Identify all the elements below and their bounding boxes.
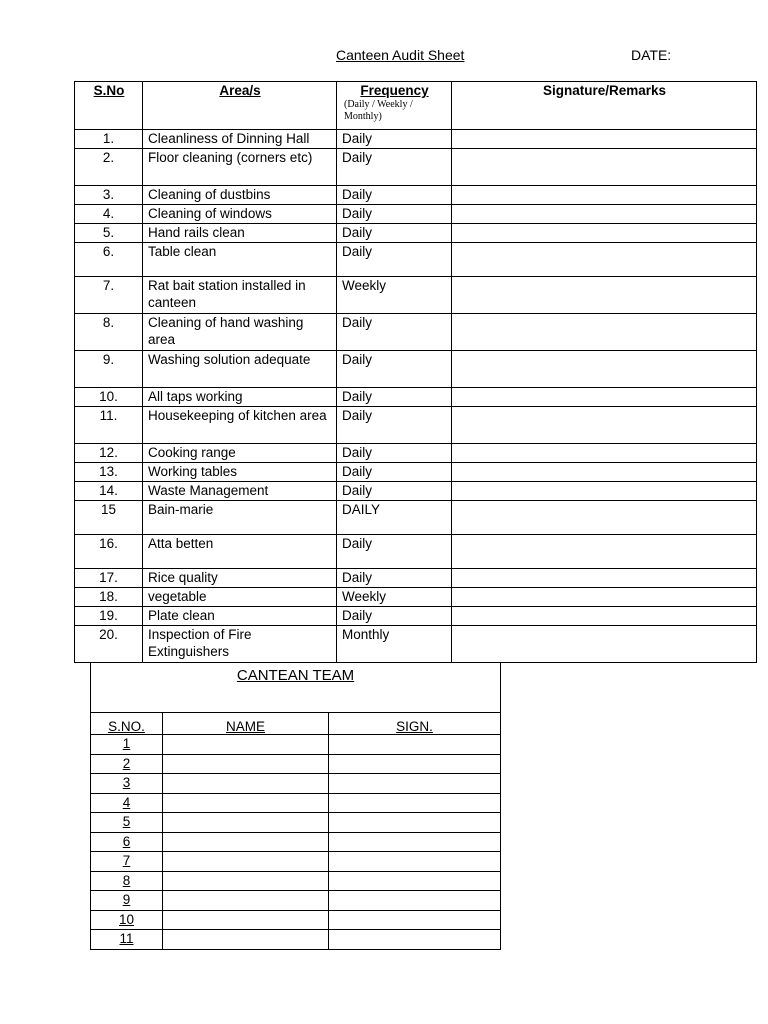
audit-row: [75, 130, 757, 149]
row-frequency: Daily: [337, 535, 452, 569]
row-remarks[interactable]: [452, 407, 757, 444]
audit-row: [75, 224, 757, 243]
team-name-cell[interactable]: [163, 754, 329, 774]
team-sign-cell[interactable]: [329, 910, 501, 930]
row-area: Atta betten: [143, 535, 337, 569]
row-frequency: Daily: [337, 314, 452, 351]
team-name-cell[interactable]: [163, 832, 329, 852]
remarks-header: Signature/Remarks: [452, 82, 757, 130]
audit-row: [75, 482, 757, 501]
frequency-header: Frequency (Daily / Weekly / Monthly): [337, 82, 452, 130]
area-header: Area/s: [143, 82, 337, 130]
team-row: [91, 832, 501, 852]
audit-row: [75, 388, 757, 407]
team-name-cell[interactable]: [163, 774, 329, 794]
audit-row: [75, 243, 757, 277]
team-name-cell[interactable]: [163, 930, 329, 950]
row-number: 5.: [75, 224, 143, 243]
row-area: Working tables: [143, 463, 337, 482]
team-row: [91, 910, 501, 930]
row-remarks[interactable]: [452, 277, 757, 314]
team-row: [91, 891, 501, 911]
row-number: 2.: [75, 149, 143, 186]
row-area: Plate clean: [143, 607, 337, 626]
row-frequency: Daily: [337, 224, 452, 243]
team-row: [91, 793, 501, 813]
row-area: Rice quality: [143, 569, 337, 588]
row-area: Rat bait station installed in canteen: [143, 277, 337, 314]
audit-row: [75, 205, 757, 224]
team-row: [91, 754, 501, 774]
row-number: 17.: [75, 569, 143, 588]
row-area: Cleaning of hand washing area: [143, 314, 337, 351]
audit-row: [75, 463, 757, 482]
team-row-number: 7: [91, 852, 163, 872]
row-frequency: DAILY: [337, 501, 452, 535]
team-row-number: 11: [91, 930, 163, 950]
row-remarks[interactable]: [452, 463, 757, 482]
row-number: 19.: [75, 607, 143, 626]
audit-row: [75, 535, 757, 569]
audit-row: [75, 588, 757, 607]
row-number: 15: [75, 501, 143, 535]
team-name-cell[interactable]: [163, 852, 329, 872]
row-remarks[interactable]: [452, 351, 757, 388]
audit-row: [75, 407, 757, 444]
row-number: 8.: [75, 314, 143, 351]
row-frequency: Weekly: [337, 277, 452, 314]
row-frequency: Monthly: [337, 626, 452, 663]
row-area: Hand rails clean: [143, 224, 337, 243]
audit-row: [75, 314, 757, 351]
row-remarks[interactable]: [452, 482, 757, 501]
team-row-number: 1: [91, 735, 163, 755]
row-area: Housekeeping of kitchen area: [143, 407, 337, 444]
row-remarks[interactable]: [452, 314, 757, 351]
audit-row: [75, 569, 757, 588]
team-row-number: 10: [91, 910, 163, 930]
team-name-cell[interactable]: [163, 735, 329, 755]
row-number: 13.: [75, 463, 143, 482]
row-remarks[interactable]: [452, 535, 757, 569]
team-sign-cell[interactable]: [329, 871, 501, 891]
row-frequency: Daily: [337, 482, 452, 501]
row-number: 9.: [75, 351, 143, 388]
sno-header: S.No: [75, 82, 143, 130]
row-number: 12.: [75, 444, 143, 463]
row-number: 20.: [75, 626, 143, 663]
row-frequency: Daily: [337, 130, 452, 149]
row-number: 14.: [75, 482, 143, 501]
audit-row: [75, 501, 757, 535]
team-row: [91, 852, 501, 872]
audit-row: [75, 607, 757, 626]
row-frequency: Weekly: [337, 588, 452, 607]
row-area: Table clean: [143, 243, 337, 277]
row-number: 1.: [75, 130, 143, 149]
row-remarks[interactable]: [452, 388, 757, 407]
row-frequency: Daily: [337, 388, 452, 407]
row-frequency: Daily: [337, 444, 452, 463]
row-number: 10.: [75, 388, 143, 407]
team-row: [91, 735, 501, 755]
row-frequency: Daily: [337, 186, 452, 205]
audit-row: [75, 186, 757, 205]
row-number: 6.: [75, 243, 143, 277]
row-area: vegetable: [143, 588, 337, 607]
team-row: [91, 871, 501, 891]
row-frequency: Daily: [337, 351, 452, 388]
team-sign-cell[interactable]: [329, 774, 501, 794]
row-area: Cleaning of windows: [143, 205, 337, 224]
team-name-header: NAME: [163, 713, 329, 735]
row-area: Cleaning of dustbins: [143, 186, 337, 205]
team-sno-header: S.NO.: [91, 713, 163, 735]
row-remarks[interactable]: [452, 130, 757, 149]
team-row-number: 6: [91, 832, 163, 852]
row-remarks[interactable]: [452, 569, 757, 588]
row-frequency: Daily: [337, 463, 452, 482]
audit-body: [75, 130, 757, 663]
team-sign-header: SIGN.: [329, 713, 501, 735]
team-sign-cell[interactable]: [329, 813, 501, 833]
row-area: Floor cleaning (corners etc): [143, 149, 337, 186]
row-remarks[interactable]: [452, 224, 757, 243]
team-name-cell[interactable]: [163, 793, 329, 813]
team-name-cell[interactable]: [163, 813, 329, 833]
row-remarks[interactable]: [452, 626, 757, 663]
audit-table: [74, 81, 757, 663]
row-number: 7.: [75, 277, 143, 314]
row-number: 16.: [75, 535, 143, 569]
row-remarks[interactable]: [452, 607, 757, 626]
team-name-cell[interactable]: [163, 871, 329, 891]
page-title: Canteen Audit Sheet: [336, 47, 465, 63]
row-frequency: Daily: [337, 407, 452, 444]
team-sign-cell[interactable]: [329, 754, 501, 774]
team-row-number: 9: [91, 891, 163, 911]
row-remarks[interactable]: [452, 205, 757, 224]
row-area: Cleanliness of Dinning Hall: [143, 130, 337, 149]
row-frequency: Daily: [337, 205, 452, 224]
team-row-number: 5: [91, 813, 163, 833]
row-remarks[interactable]: [452, 186, 757, 205]
row-remarks[interactable]: [452, 243, 757, 277]
row-number: 4.: [75, 205, 143, 224]
team-title: CANTEAN TEAM: [91, 663, 501, 713]
row-remarks[interactable]: [452, 444, 757, 463]
team-sign-cell[interactable]: [329, 793, 501, 813]
row-area: Inspection of Fire Extinguishers: [143, 626, 337, 663]
audit-header-row: [75, 82, 757, 130]
row-number: 11.: [75, 407, 143, 444]
row-number: 18.: [75, 588, 143, 607]
audit-row: [75, 444, 757, 463]
team-row-number: 4: [91, 793, 163, 813]
team-sign-cell[interactable]: [329, 930, 501, 950]
frequency-note: (Daily / Weekly / Monthly): [344, 99, 413, 122]
row-frequency: Daily: [337, 243, 452, 277]
row-area: Cooking range: [143, 444, 337, 463]
audit-row: [75, 351, 757, 388]
team-sign-cell[interactable]: [329, 852, 501, 872]
row-frequency: Daily: [337, 569, 452, 588]
row-area: All taps working: [143, 388, 337, 407]
audit-row: [75, 626, 757, 663]
row-frequency: Daily: [337, 149, 452, 186]
row-frequency: Daily: [337, 607, 452, 626]
row-remarks[interactable]: [452, 149, 757, 186]
team-row-number: 8: [91, 871, 163, 891]
row-area: Waste Management: [143, 482, 337, 501]
team-name-cell[interactable]: [163, 910, 329, 930]
team-row-number: 3: [91, 774, 163, 794]
row-remarks[interactable]: [452, 501, 757, 535]
row-remarks[interactable]: [452, 588, 757, 607]
team-sign-cell[interactable]: [329, 832, 501, 852]
audit-row: [75, 149, 757, 186]
audit-row: [75, 277, 757, 314]
row-number: 3.: [75, 186, 143, 205]
team-sign-cell[interactable]: [329, 891, 501, 911]
team-sign-cell[interactable]: [329, 735, 501, 755]
date-label: DATE:: [631, 47, 672, 63]
team-row: [91, 813, 501, 833]
row-area: Washing solution adequate: [143, 351, 337, 388]
row-area: Bain-marie: [143, 501, 337, 535]
team-row: [91, 774, 501, 794]
canteen-team-table: [90, 662, 501, 950]
team-row-number: 2: [91, 754, 163, 774]
team-name-cell[interactable]: [163, 891, 329, 911]
team-row: [91, 930, 501, 950]
